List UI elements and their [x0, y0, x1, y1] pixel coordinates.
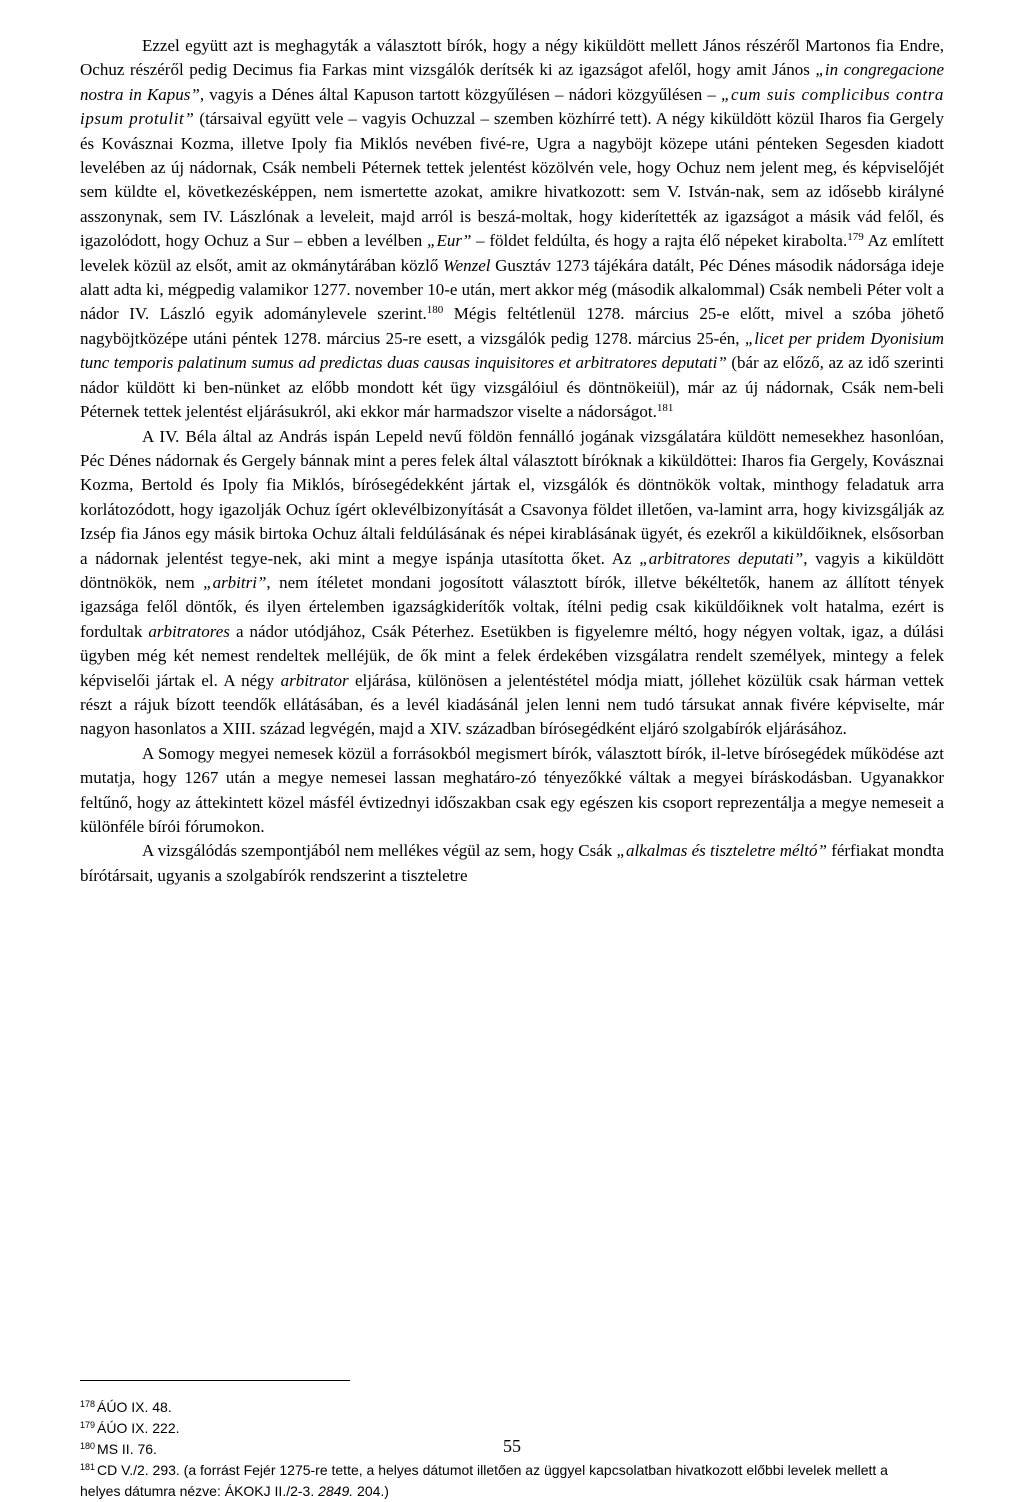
- text-run: – földet feldúlta, és hogy a rajta élő népeket kirabolta.: [471, 231, 848, 251]
- footnote-reference: 180: [426, 304, 444, 317]
- footnote-number: 179: [80, 1420, 96, 1430]
- paragraph: [80, 839, 944, 888]
- text-run: MS II. 76.: [97, 1441, 157, 1457]
- text-run: férfiakat mondta bírótársait, ugyanis a szolgabírók rendszerint a tiszteletre: [80, 841, 944, 885]
- footnote-number: 180: [80, 1441, 96, 1451]
- text-run: Gusztáv 1273 tájékára datált, Péc Dénes második nádorsága ideje alatt adta ki, mégpedig valamikor 1277. november 10-e után, mert akkor még (második alkalommal) Csák nembeli Péter volt a nádor IV. László egyik adománylevele szerint.: [80, 255, 944, 324]
- italic-text: „arbitri”: [203, 572, 267, 592]
- footnote: [80, 1460, 920, 1502]
- text-run: (társaival együtt vele – vagyis Ochuzzal – szemben közhírré tett). A négy kiküldött közül Iharos fia Gergely és Kovásznai Kozma, illetve Ipoly fia Miklós nevében fivé-re, Ugra a nagyböjt közepe utáni pénteken Segesden kiadott levelében az új nádornak, Csák nembeli Péternek tettek jelentést közölvén vele, hogy Ochuz nem jelent meg, és képviselőjét sem küldte el, következésképpen, nem ismertette azokat, amikre hivatkozott: sem V. István-nak, sem az idősebb királyné asszonynak, sem IV. Lászlónak a leveleit, majd arról is beszá-moltak, hogy kiderítették az igazságot a másik vád felől, és igazolódott, hogy Ochuz a Sur – ebben a levélben: [80, 109, 944, 251]
- paragraph: [80, 425, 944, 742]
- text-run: ÁÚO IX. 222.: [97, 1420, 180, 1436]
- italic-text: „in congregacione nostra in Kapus”: [80, 60, 944, 104]
- paragraph: [80, 34, 944, 425]
- text-run: Az említett levelek közül az elsőt, amit az okmánytárában közlő: [80, 231, 944, 275]
- footnote-reference: 179: [847, 231, 864, 244]
- footnote-number: 178: [80, 1399, 96, 1409]
- text-run: Ezzel együtt azt is meghagyták a választott bírók, hogy a négy kiküldött mellett János részéről Martonos fia Endre, Ochuz részéről pedig Decimus fia Farkas mint vizsgálók derítsék ki az igazságot afelől, hogy amit János: [80, 36, 944, 80]
- text-run: ÁÚO IX. 48.: [97, 1399, 172, 1415]
- italic-text: arbitrator: [280, 670, 349, 690]
- page-number: 55: [503, 1436, 521, 1456]
- footnote-separator: [80, 1380, 350, 1381]
- footnote-number: 181: [80, 1462, 96, 1472]
- italic-text: „licet per pridem Dyonisium tunc temporis palatinum sumus ad predictas duas causas inquisitores et arbitratores deputati”: [80, 328, 944, 373]
- text-run: A vizsgálódás szempontjából nem mellékes végül az sem, hogy Csák: [142, 841, 617, 861]
- paragraph: [80, 742, 944, 840]
- text-run: a nádor utódjához, Csák Péterhez. Esetükben is figyelemre méltó, hogy négyen voltak, igaz, a dúlási ügyben még két nemest rendeltek melléjük, de ők mint a felek érdekében vizsgálatra rendelt személyek, mintegy a felek képviselői jártak el. A négy: [80, 621, 944, 690]
- footnote-reference: 181: [656, 402, 674, 415]
- text-run: eljárása, különösen a jelentéstétel módja miatt, jóllehet közülük csak hárman vettek részt a rájuk bízott teendők ellátásában, és a levél kiadásánál jelen lenni nem tudó társukat annak fivére képviselte, már nagyon hasonlatos a XIII. század legvégén, majd a XIV. században bírósegédként eljáró szolgabírók eljárásához.: [80, 670, 944, 739]
- footnote: [80, 1397, 920, 1418]
- text-run: A IV. Béla által az András ispán Lepeld nevű földön fennálló jogának vizsgálatára küldött nemesekhez hasonlóan, Péc Dénes nádornak és Gergely bánnak mint a peres felek által választott bíróknak a kiküldöttei: Iharos fia Gergely, Kovásznai Kozma, Bertold és Ipoly fia Miklós, bírósegédekként jártak el, vizsgálók és döntnökök voltak, minthogy feladatuk arra korlátozódott, hogy igazolják Ochuz ígért oklevélbizonyítását a Csavonya földet illetően, va-lamint arra, hogy kivizsgálják az Izsép fia János egy másik birtoka Ochuz általi feldúlásának és népei kirablásának ügyét, és ezekről a kiküldőiknek, elsősorban a nádornak jelentést tegye-nek, aki mint a megye ispánja utasította őket. Az: [80, 426, 944, 568]
- italic-text: arbitratores: [148, 621, 230, 641]
- text-run: CD V./2. 293. (a forrást Fejér 1275-re tette, a helyes dátumot illetően az üggyel kapcsolatban hivatkozott előbbi levelek mellett a helyes dátumra nézve: ÁKOKJ II./2-3.: [80, 1462, 888, 1499]
- text-run: 204.): [353, 1483, 389, 1499]
- italic-text: „cum suis complicibus contra ipsum protulit”: [80, 84, 945, 129]
- italic-text: 2849.: [318, 1483, 354, 1499]
- italic-text: Wenzel: [442, 255, 491, 275]
- text-run: , nem ítéletet mondani jogosított választott bírók, illetve békéltetők, hanem az állított tények igazsága felől döntők, és ilyen értelemben igazságkiderítők voltak, ítélni pedig csak kiküldőiknek volt hatalma, ezért is fordultak: [80, 572, 944, 641]
- italic-text: „arbitratores deputati”: [639, 548, 804, 568]
- text-run: , vagyis a Dénes által Kapuson tartott közgyűlésen – nádori közgyűlésen –: [199, 84, 721, 104]
- text-run: Mégis feltétlenül 1278. március 25-e előtt, mivel a szóba jöhető nagyböjtközépe utáni péntek 1278. március 25-re esett, a vizsgálók pedig 1278. március 25-én,: [80, 304, 944, 348]
- text-run: A Somogy megyei nemesek közül a forrásokból megismert bírók, választott bírók, il-letve bírósegédek működése azt mutatja, hogy 1267 után a megye nemesei lassan meghatáro-zó tényezőkké váltak a megyei bíráskodásban. Ugyanakkor feltűnő, hogy az áttekintett közel másfél évtizednyi időszakban csak egy egészen kis csoport reprezentálja a megye nemeseit a különféle bírói fórumokon.: [80, 743, 944, 836]
- italic-text: „alkalmas és tiszteletre méltó”: [616, 841, 827, 861]
- main-text: [80, 34, 944, 888]
- text-run: (bár az előző, az az idő szerinti nádor küldött ki ben-nünket az előbb mondott két ügy vizsgálóiul és döntnökeiül), már az új nádornak, Csák nem-beli Péternek tettek jelentést eljárásukról, aki ekkor már harmadszor viselte a nádorságot.: [80, 353, 944, 422]
- italic-text: „Eur”: [427, 231, 472, 251]
- text-run: , vagyis a kiküldött döntnökök, nem: [80, 548, 945, 592]
